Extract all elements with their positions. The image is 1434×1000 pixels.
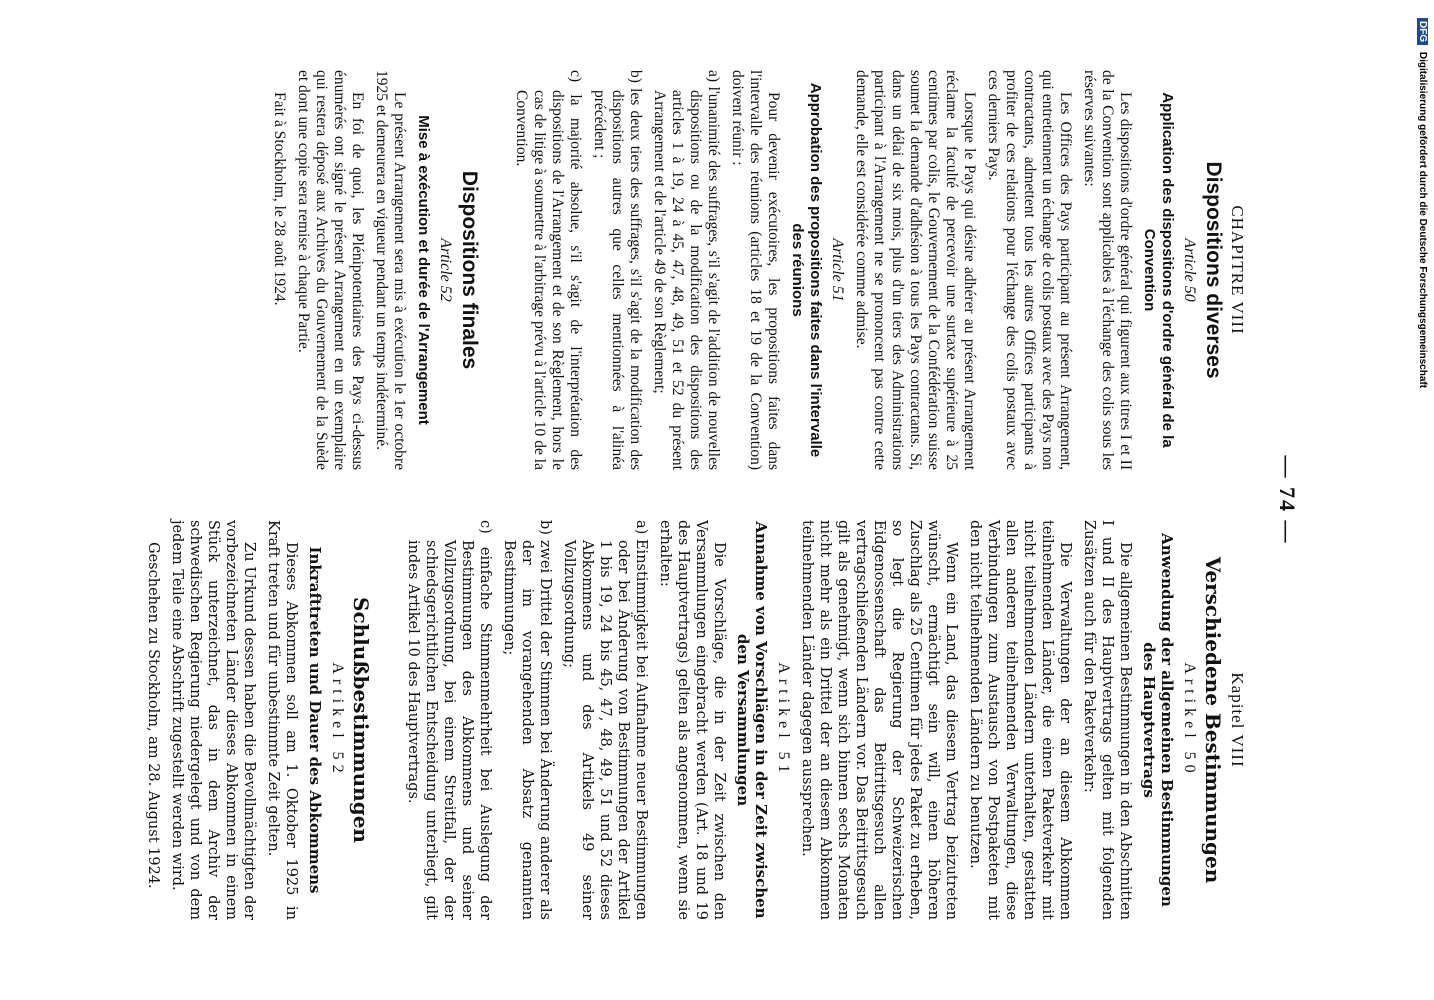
article-52-paragraph: Le présent Arrangement sera mis à exécution le 1er octobre 1925 et demeurera en vigueur pendant un temps indéterminé. — [373, 70, 408, 470]
article-50-title: Artikel 50 — [1181, 662, 1198, 778]
article-51-paragraph: Die Vorschläge, die in der Zeit zwischen den Versammlungen eingebracht werden (Art. 18 und 19 des Hauptvertrags) gelten als angenommen, wenn sie erhalten: — [657, 520, 727, 920]
article-52-heading: Mise à exécution et durée de l'Arrangement — [415, 115, 432, 425]
page-number: — 74 — — [1275, 455, 1300, 545]
article-51-item-a: a) l'unanimité des suffrages, s'il s'agit de l'addition de nouvelles dispositions ou de la modification des dispositions des articles 1 à 19, 24 à 45, 47, 48, 49, 51 et 52 du présent Arrangement et de l'article 49 de son Règlement; — [651, 70, 722, 470]
article-50-heading: Anwendung der allgemeinen Bestimmungen des Hauptvertrags — [1140, 533, 1176, 907]
article-52-paragraph: Zu Urkund dessen haben die Bevollmächtigten der vorbezeichneten Länder dieses Abkommen in einem Stück unterzeichnet, das in dem Archiv der schwedischen Regierung niedergelegt und von dem jedem Teile eine Abschrift zugestellt werden wird. — [169, 520, 257, 920]
digitization-note: Digitalisierung gefördert durch die Deutsche Forschungsgemeinschaft — [1417, 51, 1428, 389]
article-52-heading: Inkrafttreten und Dauer des Abkommens — [306, 546, 324, 894]
chapter-title: Kapitel VIII — [1228, 672, 1247, 768]
rotated-page — [110, 50, 1310, 950]
section-title: Verschiedene Bestimmungen — [1201, 556, 1225, 884]
article-52-title: Artikel 52 — [329, 662, 346, 778]
final-section-title: Dispositions finales — [458, 170, 481, 370]
article-52-title: Article 52 — [437, 238, 454, 302]
article-50-title: Article 50 — [1181, 238, 1198, 302]
article-51-item-b: b) les deux tiers des suffrages, s'il s'agit de la modification des dispositions autres que celles mentionnées à l'alinéa précédent ; — [591, 70, 644, 470]
article-51-title: Article 51 — [829, 238, 846, 302]
article-51-heading: Approbation des propositions faites dans l'intervalle des réunions — [789, 82, 824, 458]
article-52-paragraph: Dieses Abkommen soll am 1. Oktober 1925 in Kraft treten und für unbestimmte Zeit gelten. — [265, 520, 299, 920]
article-52-signature: Geschehen zu Stockholm, am 28. August 1924. — [145, 542, 161, 889]
article-51-item-c: c) la majorité absolue, s'il s'agit de l'interprétation des dispositions de l'Arrangement et de son Règlement, hors le cas de litige à soumettre à l'arbitrage prévu à l'article 10 de la Convention. — [513, 70, 584, 470]
dfg-credit — [1417, 18, 1428, 388]
dfg-logo: DFG — [1417, 18, 1428, 45]
french-column — [264, 70, 1250, 470]
article-51-heading: Annahme von Vorschlägen in der Zeit zwischen den Versammlungen — [734, 521, 770, 919]
section-title: Dispositions diverses — [1202, 161, 1225, 379]
article-51-item-c: c) einfache Stimmenmehrheit bei Auslegung der Bestimmungen des Abkommens und seiner Vollzugsordnung, bei einem Streitfall, der der schiedsgerichtlichen Entscheidung unterliegt, gilt indes Artikel 10 des Hauptvertrags. — [405, 520, 493, 920]
article-51-title: Artikel 51 — [775, 662, 792, 778]
article-50-paragraph: Wenn ein Land, das diesem Vertrag beizutreten wünscht, ermächtigt sein will, einen höheren Zuschlag als 25 Centimen für jedes Paket zu erheben, so legt die Regierung der Schweizerischen Eidgenossenschaft das Beitrittsgesuch allen vertragschließenden Ländern vor. Das Beitrittsgesuch gilt als genehmigt, wenn sich binnen sechs Monaten nicht mehr als ein Drittel der an diesem Abkommen teilnehmenden Länder dagegen aussprechen. — [799, 520, 959, 920]
article-50-paragraph: Les Offices des Pays participant au présent Arrangement, qui entretiennent un échange de colis postaux avec des Pays non contractants, admettent tous les autres Offices participants à profiter de ces relations pour l'échange des colis postaux avec ces derniers Pays. — [985, 70, 1074, 470]
chapter-title: CHAPITRE VIII — [1228, 205, 1247, 335]
article-52-paragraph: En foi de quoi, les Plénipotentiaires des Pays ci-dessus énumérés ont signé le présent Arrangement en un exemplaire qui restera déposé aux Archives du Gouvernement de la Suède et dont une copie sera remise à chaque Partie. — [295, 70, 366, 470]
article-51-item-a: a) Einstimmigkeit bei Aufnahme neuer Bestimmungen oder bei Änderung von Bestimmungen der Artikel 1 bis 19, 24 bis 45, 47, 48, 49, 51 und 52 dieses Abkommens und des Artikels 49 seiner Vollzugsordnung; — [561, 520, 649, 920]
article-50-paragraph: Die allgemeinen Bestimmungen in den Abschnitten I und II des Hauptvertrags gelten mit folgenden Zusätzen auch für den Paketverkehr: — [1081, 520, 1133, 920]
article-52-signature: Fait à Stockholm, le 28 août 1924. — [271, 92, 288, 306]
article-50-paragraph: Die Verwaltungen der an diesem Abkommen teilnehmenden Länder, die einen Paketverkehr mit nicht teilnehmenden Ländern unterhalten, gestatten allen anderen teilnehmenden Verwaltungen, diese Verbindungen zum Austausch von Postpaketen mit den nicht teilnehmenden Ländern zu benutzen. — [967, 520, 1073, 920]
article-51-item-b: b) zwei Drittel der Stimmen bei Änderung anderer als der im vorangehenden Absatz genannten Bestimmungen; — [501, 520, 553, 920]
article-50-heading: Application des dispositions d'ordre général de la Convention — [1141, 92, 1176, 448]
german-column — [138, 520, 1250, 920]
article-51-paragraph: Pour devenir exécutoires, les propositions faites dans l'intervalle des réunions (articles 18 et 19 de la Convention) doivent réunir : — [729, 70, 782, 470]
article-50-paragraph: Les dispositions d'ordre général qui figurent aux titres I et II de la Convention sont applicables à l'échange des colis sous les réserves suivantes: — [1081, 70, 1134, 470]
article-50-paragraph: Lorsque le Pays qui désire adhérer au présent Arrangement réclame la faculté de percevoir une surtaxe supérieure à 25 centimes par colis, le Gouvernement de la Confédération suisse soumet la demande d'adhésion à tous les Pays contractants. Si, dans un délai de six mois, plus d'un tiers des Administrations participant à l'Arrangement ne se prononcent pas contre cette demande, elle est considérée comme admise. — [853, 70, 978, 470]
final-section-title: Schlußbestimmungen — [349, 597, 373, 843]
